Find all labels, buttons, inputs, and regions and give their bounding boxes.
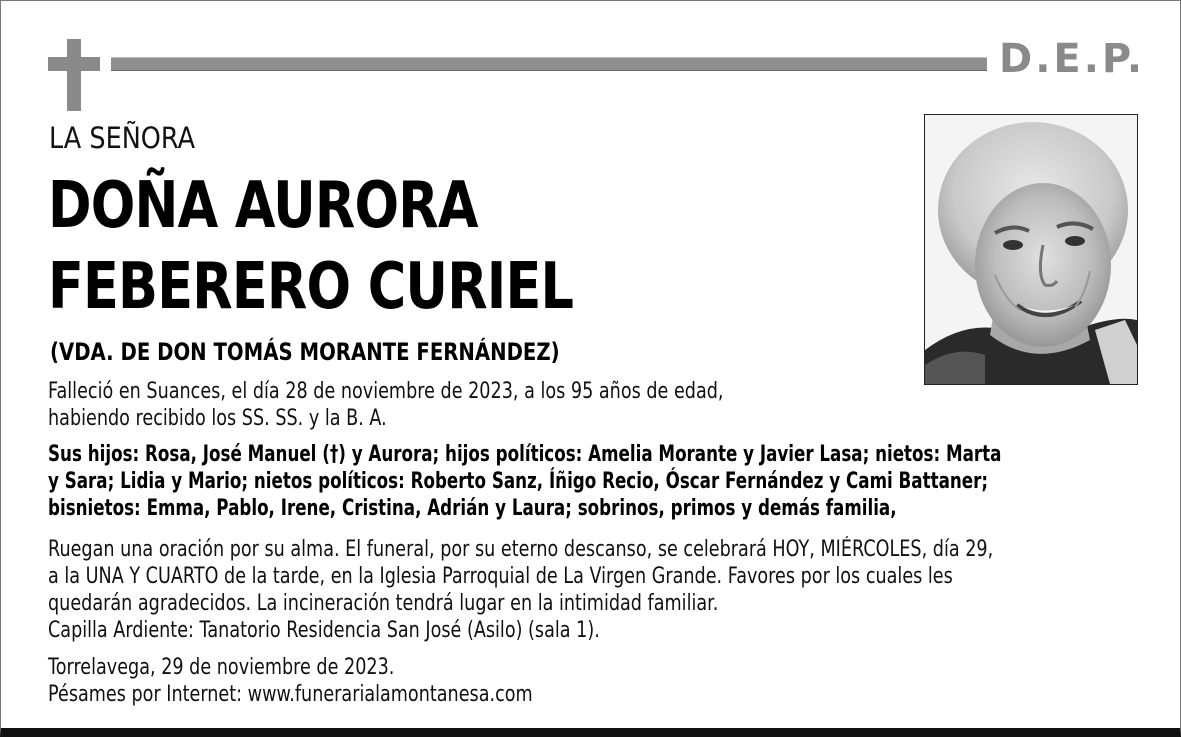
death-notice-line: Falleció en Suances, el día 28 de noviembre de 2023, a los 95 años de edad, xyxy=(48,379,724,404)
title-prefix: LA SEÑORA xyxy=(49,121,196,155)
deceased-photo xyxy=(924,114,1138,385)
portrait-image xyxy=(925,115,1137,384)
family-line: Sus hijos: Rosa, José Manuel (†) y Aurora; hijos políticos: Amelia Morante y Javier Lasa; nietos: Marta xyxy=(48,442,1002,467)
header-rule xyxy=(111,57,987,71)
death-notice-line: habiendo recibido los SS. SS. y la B. A. xyxy=(48,406,387,431)
deceased-name-line1: DOÑA AURORA xyxy=(48,169,478,243)
cross-icon xyxy=(48,39,100,111)
condolences-website: Pésames por Internet: www.funerarialamontanesa.com xyxy=(48,682,533,707)
deceased-name-line2: FEBERERO CURIEL xyxy=(48,250,574,324)
service-line: Capilla Ardiente: Tanatorio Residencia San José (Asilo) (sala 1). xyxy=(48,618,600,643)
widow-note: (VDA. DE DON TOMÁS MORANTE FERNÁNDEZ) xyxy=(50,338,560,366)
service-line: a la UNA Y CUARTO de la tarde, en la Iglesia Parroquial de La Virgen Grande. Favores por los cuales les xyxy=(48,564,953,589)
dep-label: D.E.P. xyxy=(999,36,1146,82)
death-notice xyxy=(48,378,724,432)
place-date: Torrelavega, 29 de noviembre de 2023. xyxy=(48,655,395,680)
service-info xyxy=(48,536,993,644)
family-line: y Sara; Lidia y Mario; nietos políticos: Roberto Sanz, Íñigo Recio, Óscar Fernández y Cami Battaner; xyxy=(48,469,989,494)
service-line: Ruegan una oración por su alma. El funeral, por su eterno descanso, se celebrará HOY, MIÉRCOLES, día 29, xyxy=(48,537,994,562)
family-list xyxy=(48,441,1001,522)
footer xyxy=(48,654,533,708)
service-line: quedarán agradecidos. La incineración tendrá lugar en la intimidad familiar. xyxy=(48,591,719,616)
family-line: bisnietos: Emma, Pablo, Irene, Cristina, Adrián y Laura; sobrinos, primos y demás familia, xyxy=(48,496,897,521)
